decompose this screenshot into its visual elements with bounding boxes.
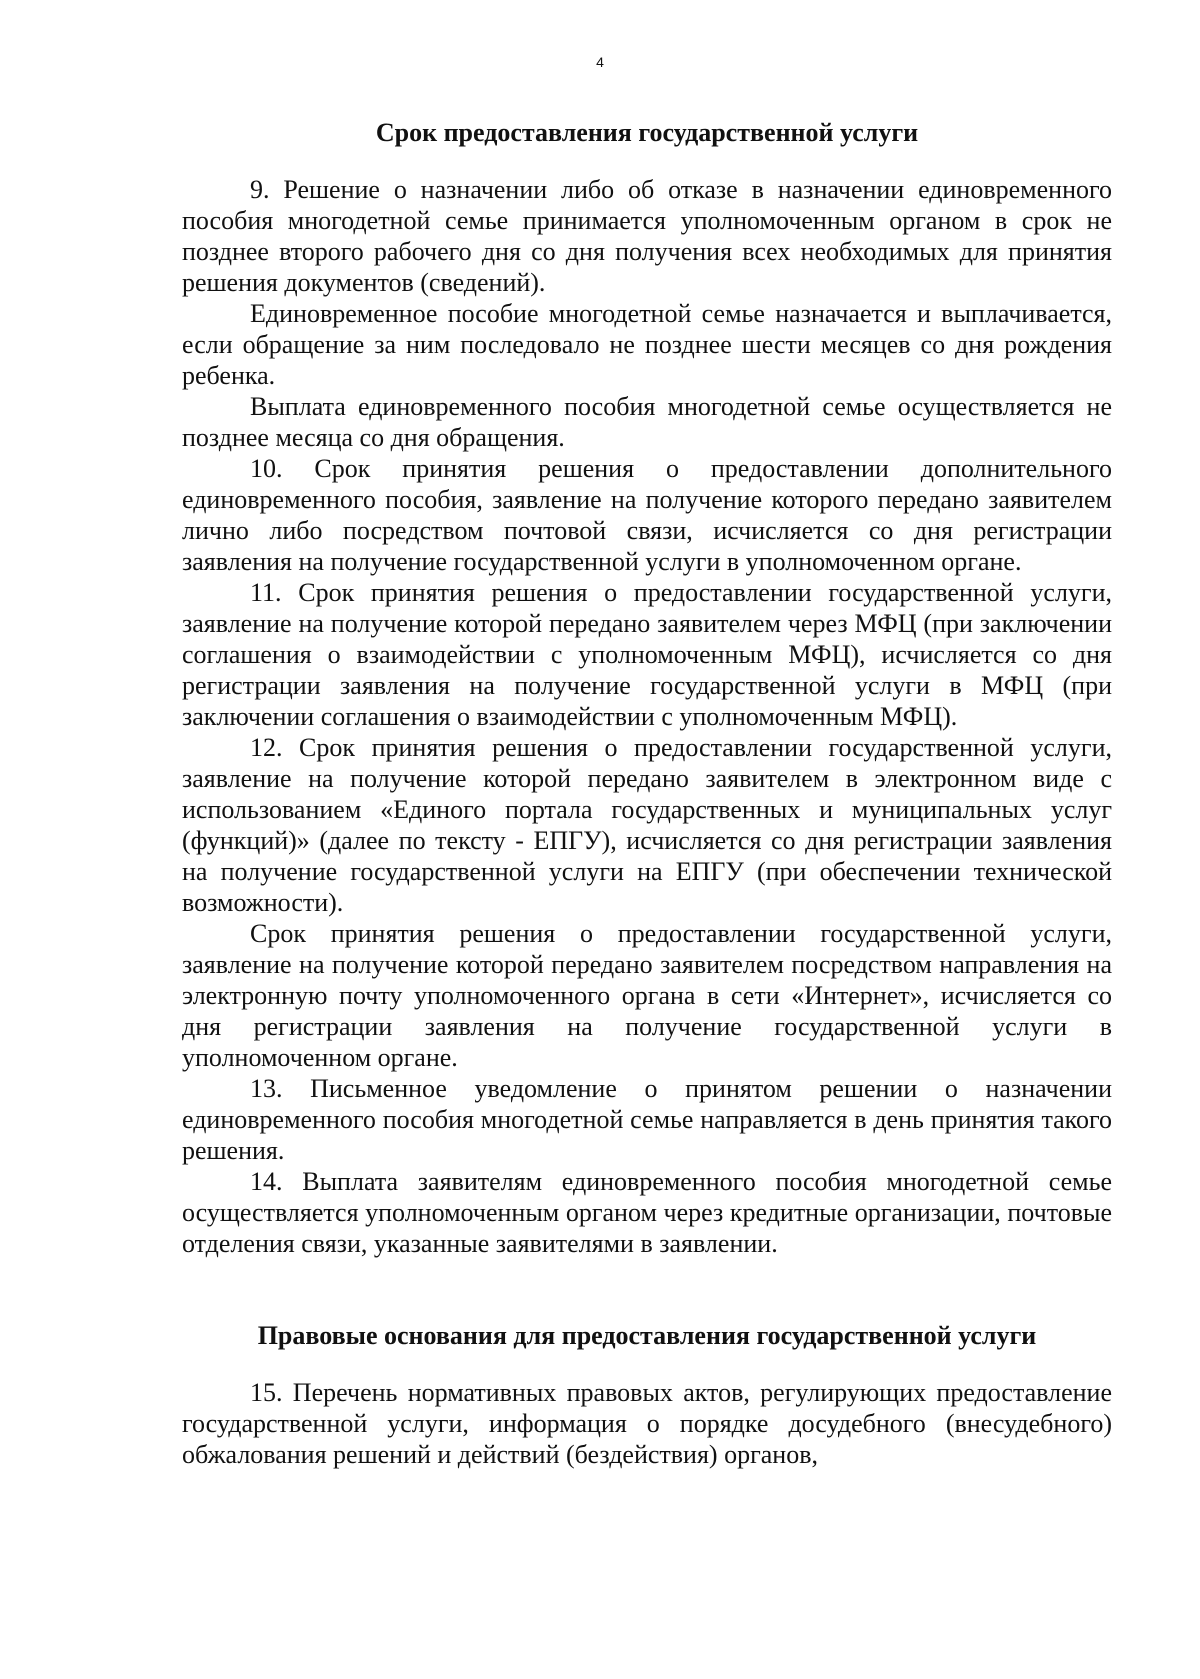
paragraph-14: 14. Выплата заявителям единовременного пособия многодетной семье осуществляется уполномоченным органом через кредитные организации, почтовые отделения связи, указанные заявителями в заявлении.: [182, 1167, 1112, 1258]
document-body: [182, 118, 1112, 1470]
paragraph-15: 15. Перечень нормативных правовых актов, регулирующих предоставление государственной услуги, информация о порядке досудебного (внесудебного) обжалования решений и действий (бездействия) органов,: [182, 1378, 1112, 1469]
paragraph-10: 10. Срок принятия решения о предоставлении дополнительного единовременного пособия, заявление на получение которого передано заявителем лично либо посредством почтовой связи, исчисляется со дня регистрации заявления на получение государственной услуги в уполномоченном органе.: [182, 454, 1112, 576]
paragraph-12: 12. Срок принятия решения о предоставлении государственной услуги, заявление на получение которой передано заявителем в электронном виде с использованием «Единого портала государственных и муниципальных услуг (функций)» (далее по тексту - ЕПГУ), исчисляется со дня регистрации заявления на получение государственной услуги на ЕПГУ (при обеспечении технической возможности).: [182, 733, 1112, 917]
paragraph-9: 9. Решение о назначении либо об отказе в назначении единовременного пособия многодетной семье принимается уполномоченным органом в срок не позднее второго рабочего дня со дня получения всех необходимых для принятия решения документов (сведений).: [182, 175, 1112, 297]
page-number: 4: [596, 54, 604, 70]
section-title-term: Срок предоставления государственной услуги: [375, 118, 919, 147]
paragraph-13: 13. Письменное уведомление о принятом решении о назначении единовременного пособия многодетной семье направляется в день принятия такого решения.: [182, 1074, 1112, 1165]
paragraph-9-payment: Выплата единовременного пособия многодетной семье осуществляется не позднее месяца со дня обращения.: [182, 392, 1112, 452]
section-title-legal-basis: Правовые основания для предоставления государственной услуги: [257, 1321, 1037, 1350]
paragraph-11: 11. Срок принятия решения о предоставлении государственной услуги, заявление на получение которой передано заявителем через МФЦ (при заключении соглашения о взаимодействии с уполномоченным МФЦ), исчисляется со дня регистрации заявления на получение государственной услуги в МФЦ (при заключении соглашения о взаимодействии с уполномоченным МФЦ).: [182, 578, 1112, 731]
paragraph-12-email: Срок принятия решения о предоставлении государственной услуги, заявление на получение которой передано заявителем посредством направления на электронную почту уполномоченного органа в сети «Интернет», исчисляется со дня регистрации заявления на получение государственной услуги в уполномоченном органе.: [182, 919, 1112, 1072]
paragraph-9-lump-sum: Единовременное пособие многодетной семье назначается и выплачивается, если обращение за ним последовало не позднее шести месяцев со дня рождения ребенка.: [182, 299, 1112, 390]
